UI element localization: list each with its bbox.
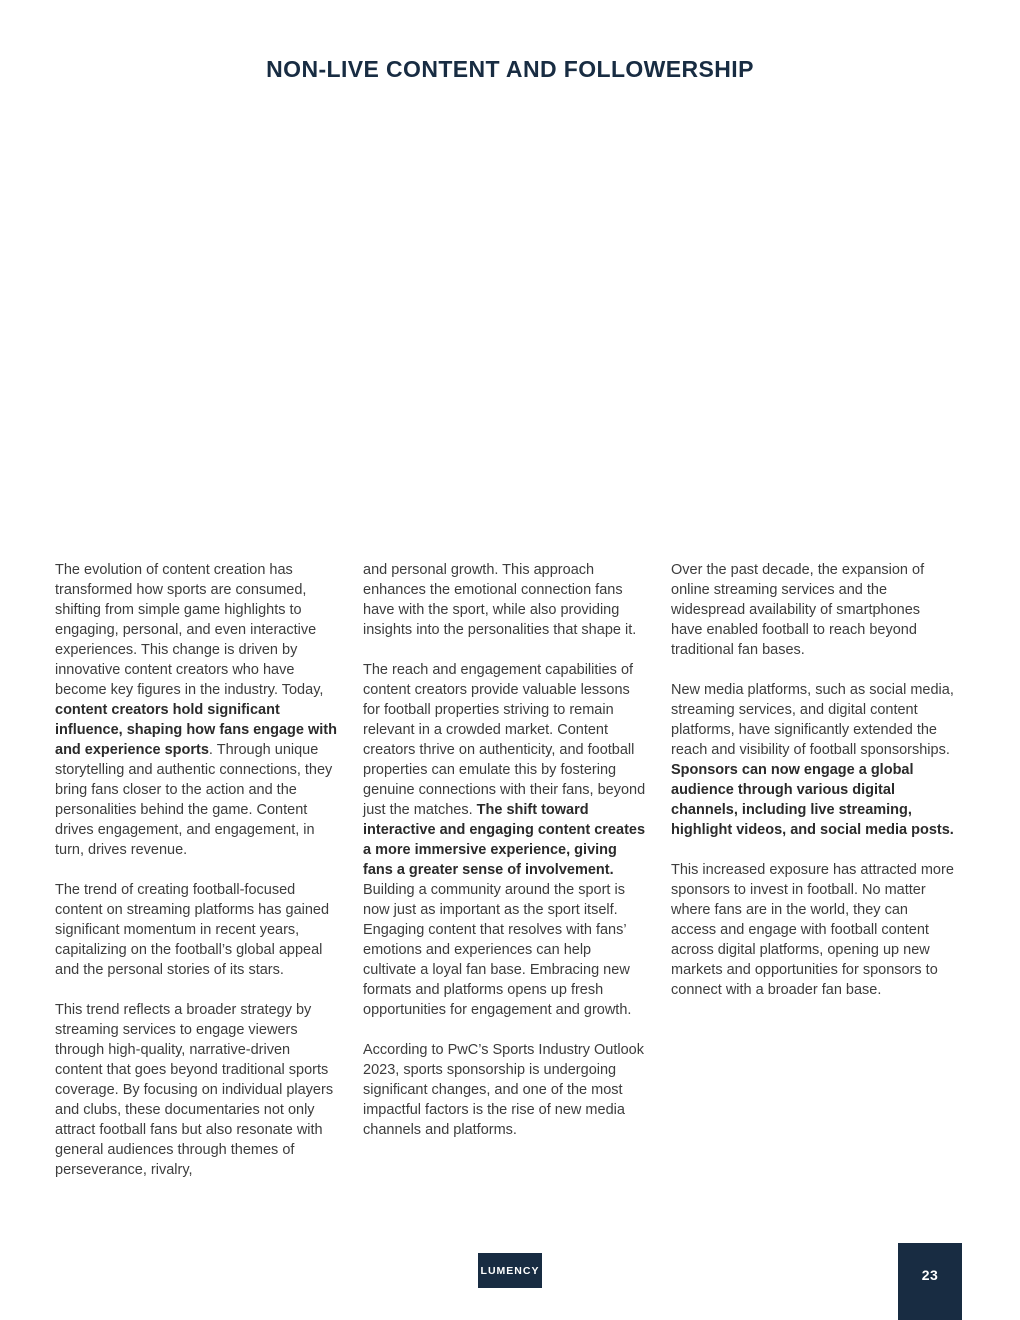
paragraph [363, 1040, 647, 1140]
text-column [671, 560, 955, 1200]
paragraph [363, 560, 647, 640]
body-text: The evolution of content creation has transformed how sports are consumed, shifting from simple game highlights to engaging, personal, and even interactive experiences. This change is driven by innovative content creators who have become key figures in the industry. Today, [55, 562, 324, 698]
paragraph [55, 880, 339, 980]
body-text: According to PwC’s Sports Industry Outlook 2023, sports sponsorship is undergoing significant changes, and one of the most impactful factors is the rise of new media channels and platforms. [363, 1042, 644, 1138]
text-column [363, 560, 647, 1200]
bold-text: Sponsors can now engage a global audience through various digital channels, including live streaming, highlight videos, and social media posts. [671, 762, 954, 838]
paragraph [55, 1000, 339, 1180]
paragraph [671, 680, 955, 840]
body-text: Over the past decade, the expansion of online streaming services and the widespread availability of smartphones have enabled football to reach beyond traditional fan bases. [671, 562, 925, 658]
body-text: The reach and engagement capabilities of content creators provide valuable lessons for football properties striving to remain relevant in a crowded market. Content creators thrive on authenticity, and football properties can emulate this by fostering genuine connections with their fans, beyond just the matches. [363, 662, 646, 818]
paragraph [55, 560, 339, 860]
body-text: This increased exposure has attracted more sponsors to invest in football. No matter where fans are in the world, they can access and engage with football content across digital platforms, opening up new markets and opportunities for sponsors to connect with a broader fan base. [671, 862, 954, 998]
body-text: This trend reflects a broader strategy by streaming services to engage viewers through high-quality, narrative-driven content that goes beyond traditional sports coverage. By focusing on individual players and clubs, these documentaries not only attract football fans but also resonate with general audiences through themes of perseverance, rivalry, [55, 1002, 334, 1178]
body-text: and personal growth. This approach enhances the emotional connection fans have with the sport, while also providing insights into the personalities that shape it. [363, 562, 637, 638]
body-text: The trend of creating football-focused content on streaming platforms has gained significant momentum in recent years, capitalizing on the football’s global appeal and the personal stories of its stars. [55, 882, 330, 978]
body-text: New media platforms, such as social media, streaming services, and digital content platforms, have significantly extended the reach and visibility of football sponsorships. [671, 682, 954, 758]
paragraph [363, 660, 647, 1020]
text-column [55, 560, 339, 1200]
bold-text: The shift toward interactive and engaging content creates a more immersive experience, giving fans a greater sense of involvement. [363, 802, 646, 878]
body-text: . Through unique storytelling and authentic connections, they bring fans closer to the action and the personalities behind the game. Content drives engagement, and engagement, in turn, drives revenue. [55, 742, 333, 858]
page-title: NON-LIVE CONTENT AND FOLLOWERSHIP [266, 56, 754, 82]
page-number: 23 [898, 1243, 962, 1320]
paragraph [671, 860, 955, 1000]
lumency-logo: LUMENCY [478, 1253, 542, 1288]
body-text: Building a community around the sport is now just as important as the sport itself. Engaging content that resolves with fans’ emotions and experiences can help cultivate a loyal fan base. Embracing new formats and platforms opens up fresh opportunities for engagement and growth. [363, 882, 632, 1018]
body-columns [55, 560, 955, 1200]
bold-text: content creators hold significant influence, shaping how fans engage with and experience sports [55, 702, 337, 758]
paragraph [671, 560, 955, 660]
